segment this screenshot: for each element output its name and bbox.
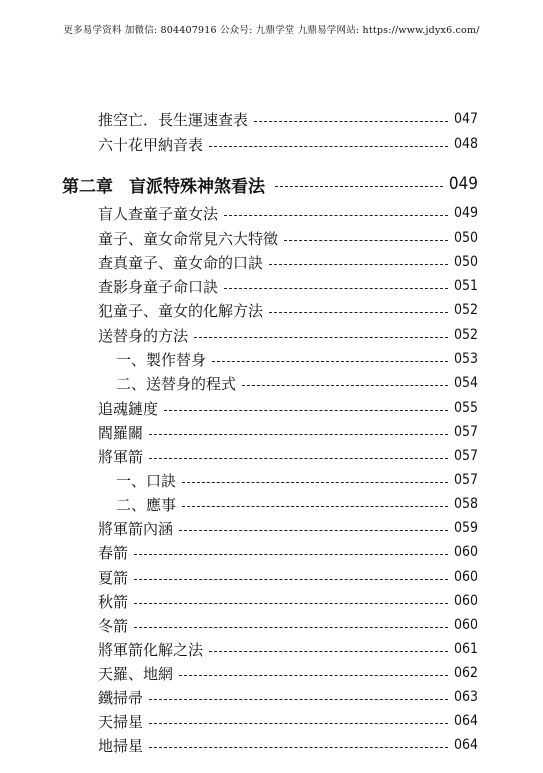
- leader-dots: [134, 627, 448, 628]
- leader-dots: [212, 361, 448, 362]
- toc-entry-title: 天掃星: [98, 712, 144, 731]
- leader-dots: [284, 240, 448, 241]
- toc-entry-page: 059: [453, 520, 478, 536]
- toc-entry[interactable]: [98, 227, 478, 249]
- leader-dots: [149, 747, 448, 748]
- toc-entry-title: 將軍箭化解之法: [98, 640, 204, 659]
- toc-entry-page: 057: [453, 424, 478, 440]
- toc-subentry[interactable]: [116, 493, 478, 515]
- toc-entry[interactable]: [98, 299, 478, 321]
- toc-entry[interactable]: [98, 662, 478, 684]
- toc-entry-title: 六十花甲納音表: [98, 135, 204, 154]
- leader-dots: [269, 312, 448, 313]
- leader-dots: [254, 121, 448, 122]
- leader-dots: [134, 554, 448, 555]
- toc-entry[interactable]: [98, 686, 478, 708]
- toc-entry[interactable]: [98, 324, 478, 346]
- toc-entry-page: 049: [453, 205, 478, 221]
- leader-dots: [209, 146, 448, 147]
- leader-dots: [242, 385, 448, 386]
- toc-entry-title: 秋箭: [98, 592, 129, 611]
- page-header-watermark: 更多易学资料 加微信: 804407916 公众号: 九鼎学堂 九鼎易学网站: https://www.jdyx6.com/: [63, 25, 480, 36]
- leader-dots: [134, 603, 448, 604]
- chapter-title: 盲派特殊神煞看法: [129, 176, 265, 197]
- toc-entry-page: 057: [453, 448, 478, 464]
- toc-entry-title: 二、應事: [116, 495, 177, 514]
- toc-subentry[interactable]: [116, 372, 478, 394]
- leader-dots: [194, 337, 448, 338]
- leader-dots: [149, 434, 448, 435]
- leader-dots: [269, 264, 448, 265]
- chapter-number: 第二章: [62, 176, 113, 197]
- toc-entry[interactable]: [98, 710, 478, 732]
- leader-dots: [182, 482, 448, 483]
- toc-entry-title: 追魂鏈度: [98, 399, 159, 418]
- toc-entry-page: 060: [453, 569, 478, 585]
- leader-dots: [149, 699, 448, 700]
- toc-entry-title: 查真童子、童女命的口訣: [98, 253, 264, 272]
- leader-dots: [182, 506, 448, 507]
- toc-entry-page: 064: [453, 713, 478, 729]
- toc-entry-title: 盲人查童子童女法: [98, 204, 219, 223]
- toc-entry-title: 送替身的方法: [98, 326, 189, 345]
- toc-subentry[interactable]: [116, 348, 478, 370]
- toc-entry[interactable]: [98, 202, 478, 224]
- toc-entry[interactable]: [98, 397, 478, 419]
- toc-entry[interactable]: [98, 133, 478, 155]
- toc-entry-page: 052: [453, 327, 478, 343]
- leader-dots: [134, 579, 448, 580]
- leader-dots: [164, 410, 448, 411]
- leader-dots: [149, 723, 448, 724]
- toc-entry-title: 地掃星: [98, 736, 144, 755]
- toc-entry-title: 閻羅關: [98, 423, 144, 442]
- toc-entry-title: 童子、童女命常見六大特徵: [98, 229, 279, 248]
- leader-dots: [224, 288, 448, 289]
- toc-entry-title: 查影身童子命口訣: [98, 277, 219, 296]
- toc-entry-page: 063: [453, 689, 478, 705]
- toc-entry[interactable]: [98, 590, 478, 612]
- toc-entry-page: 050: [453, 230, 478, 246]
- leader-dots: [179, 675, 448, 676]
- toc-entry[interactable]: [98, 421, 478, 443]
- leader-dots: [149, 458, 448, 459]
- toc-entry-title: 冬箭: [98, 616, 129, 635]
- leader-dots: [275, 186, 443, 187]
- leader-dots: [224, 215, 448, 216]
- toc-entry-title: 一、口訣: [116, 471, 177, 490]
- chapter-heading[interactable]: [62, 171, 478, 197]
- toc-entry[interactable]: [98, 108, 478, 130]
- toc-entry-page: 057: [453, 472, 478, 488]
- toc-entry-title: 一、製作替身: [116, 350, 207, 369]
- chapter-page: 049: [448, 174, 478, 194]
- toc-entry-page: 047: [453, 111, 478, 127]
- toc-entry-title: 鐵掃帚: [98, 688, 144, 707]
- toc-entry-page: 058: [453, 496, 478, 512]
- toc-entry-page: 064: [453, 737, 478, 753]
- toc-entry-title: 犯童子、童女的化解方法: [98, 301, 264, 320]
- leader-dots: [179, 530, 448, 531]
- toc-entry-title: 天羅、地網: [98, 664, 174, 683]
- toc-entry-page: 060: [453, 593, 478, 609]
- toc-entry[interactable]: [98, 638, 478, 660]
- toc-entry-page: 053: [453, 351, 478, 367]
- toc-entry-title: 將軍箭內涵: [98, 519, 174, 538]
- toc-entry-page: 051: [453, 278, 478, 294]
- toc-entry-title: 二、送替身的程式: [116, 374, 237, 393]
- toc-entry-page: 062: [453, 665, 478, 681]
- toc-entry[interactable]: [98, 517, 478, 539]
- toc-entry-title: 將軍箭: [98, 447, 144, 466]
- toc-entry-page: 054: [453, 375, 478, 391]
- toc-subentry[interactable]: [116, 469, 478, 491]
- toc-entry-page: 055: [453, 400, 478, 416]
- toc-entry-page: 060: [453, 617, 478, 633]
- toc-entry-title: 推空亡．長生運速查表: [98, 110, 249, 129]
- toc-entry-page: 060: [453, 544, 478, 560]
- toc-entry-page: 052: [453, 302, 478, 318]
- toc-entry-page: 048: [453, 136, 478, 152]
- toc-entry[interactable]: [98, 734, 478, 756]
- toc-entry[interactable]: [98, 541, 478, 563]
- toc-entry-page: 050: [453, 254, 478, 270]
- toc-entry-title: 夏箭: [98, 568, 129, 587]
- toc-entry[interactable]: [98, 614, 478, 636]
- leader-dots: [209, 651, 448, 652]
- toc-entry[interactable]: [98, 566, 478, 588]
- toc-entry[interactable]: [98, 251, 478, 273]
- toc-entry[interactable]: [98, 275, 478, 297]
- toc-entry-title: 春箭: [98, 543, 129, 562]
- toc-entry[interactable]: [98, 445, 478, 467]
- toc-entry-page: 061: [453, 641, 478, 657]
